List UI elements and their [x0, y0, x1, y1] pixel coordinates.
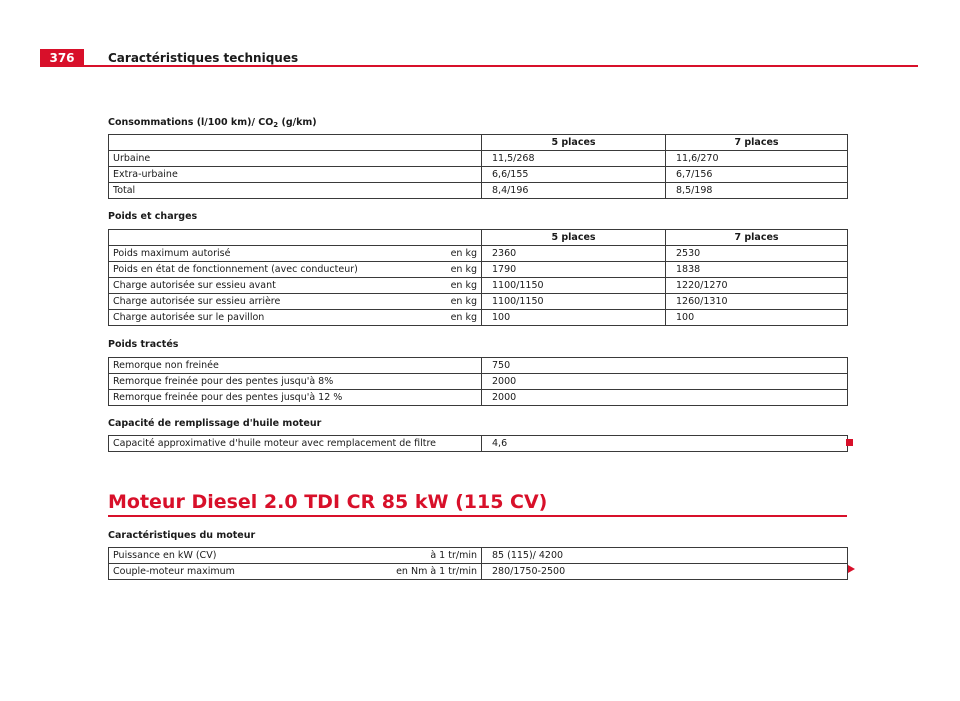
weights-table — [108, 229, 848, 326]
column-header: 7 places — [666, 230, 848, 246]
unit-label: en kg — [450, 264, 477, 275]
row-label: Remorque freinée pour des pentes jusqu'à 12 % — [109, 390, 482, 406]
row-label: Remorque freinée pour des pentes jusqu'à 8% — [109, 374, 482, 390]
value-cell: 2530 — [666, 246, 848, 262]
value-cell: 2000 — [482, 390, 848, 406]
value-cell: 2000 — [482, 374, 848, 390]
table-row — [109, 294, 848, 310]
unit-label: en Nm à 1 tr/min — [396, 566, 477, 577]
value-cell: 8,4/196 — [482, 183, 666, 199]
oil-table — [108, 435, 848, 452]
engine-features-label: Caractéristiques du moteur — [108, 530, 256, 541]
engine-title-rule — [108, 515, 847, 517]
square-end-icon — [846, 439, 853, 446]
value-cell: 1220/1270 — [666, 278, 848, 294]
value-cell: 11,5/268 — [482, 151, 666, 167]
table-row — [109, 183, 848, 199]
arrow-right-icon — [848, 565, 855, 573]
row-label: Extra-urbaine — [109, 167, 482, 183]
unit-label: en kg — [450, 296, 477, 307]
row-label-cell — [109, 262, 482, 278]
consumption-label: Consommations (l/100 km)/ $CO_2$ (g/km) — [108, 117, 317, 129]
row-label: Puissance en kW (CV) — [113, 550, 217, 561]
column-header: 5 places — [482, 135, 666, 151]
value-cell: 11,6/270 — [666, 151, 848, 167]
page-title: Caractéristiques techniques — [108, 51, 299, 65]
table-row — [109, 436, 848, 452]
value-cell: 1100/1150 — [482, 278, 666, 294]
value-cell: 280/1750-2500 — [482, 564, 848, 580]
row-label-cell — [109, 564, 482, 580]
table-row — [109, 548, 848, 564]
engine-title: Moteur Diesel 2.0 TDI CR 85 kW (115 CV) — [108, 491, 548, 513]
table-row — [109, 246, 848, 262]
table-row — [109, 151, 848, 167]
value-cell: 1260/1310 — [666, 294, 848, 310]
row-label: Capacité approximative d'huile moteur avec remplacement de filtre — [109, 436, 482, 452]
unit-label: en kg — [450, 248, 477, 259]
value-cell: 2360 — [482, 246, 666, 262]
column-header: 5 places — [482, 230, 666, 246]
row-label: Charge autorisée sur essieu avant — [113, 280, 276, 291]
value-cell: 1838 — [666, 262, 848, 278]
row-label: Poids maximum autorisé — [113, 248, 231, 259]
unit-label: en kg — [450, 280, 477, 291]
engine-table — [108, 547, 848, 580]
table-row — [109, 358, 848, 374]
row-label: Charge autorisée sur le pavillon — [113, 312, 265, 323]
table-row — [109, 374, 848, 390]
unit-label: en kg — [450, 312, 477, 323]
value-cell: 85 (115)/ 4200 — [482, 548, 848, 564]
value-cell: 100 — [482, 310, 666, 326]
table-header-row — [109, 135, 848, 151]
table-row — [109, 262, 848, 278]
row-label-cell — [109, 548, 482, 564]
row-label: Remorque non freinée — [109, 358, 482, 374]
table-header-row — [109, 230, 848, 246]
row-label: Total — [109, 183, 482, 199]
table-row — [109, 564, 848, 580]
towing-table — [108, 357, 848, 406]
value-cell: 750 — [482, 358, 848, 374]
header-empty-cell — [109, 135, 482, 151]
value-cell: 6,6/155 — [482, 167, 666, 183]
header-empty-cell — [109, 230, 482, 246]
value-cell: 1790 — [482, 262, 666, 278]
table-row — [109, 310, 848, 326]
towing-label: Poids tractés — [108, 339, 179, 350]
column-header: 7 places — [666, 135, 848, 151]
row-label-cell — [109, 310, 482, 326]
row-label: Urbaine — [109, 151, 482, 167]
table-row — [109, 278, 848, 294]
weights-label: Poids et charges — [108, 211, 198, 222]
unit-label: à 1 tr/min — [430, 550, 477, 561]
row-label: Charge autorisée sur essieu arrière — [113, 296, 281, 307]
table-row — [109, 167, 848, 183]
value-cell: 4,6 — [482, 436, 848, 452]
header-rule — [40, 65, 918, 67]
value-cell: 6,7/156 — [666, 167, 848, 183]
value-cell: 100 — [666, 310, 848, 326]
consumption-table — [108, 134, 848, 199]
row-label-cell — [109, 278, 482, 294]
row-label-cell — [109, 294, 482, 310]
row-label-cell — [109, 246, 482, 262]
page-number: 376 — [40, 49, 84, 67]
value-cell: 1100/1150 — [482, 294, 666, 310]
row-label: Poids en état de fonctionnement (avec conducteur) — [113, 264, 358, 275]
row-label: Couple-moteur maximum — [113, 566, 235, 577]
table-row — [109, 390, 848, 406]
oil-label: Capacité de remplissage d'huile moteur — [108, 418, 322, 429]
value-cell: 8,5/198 — [666, 183, 848, 199]
